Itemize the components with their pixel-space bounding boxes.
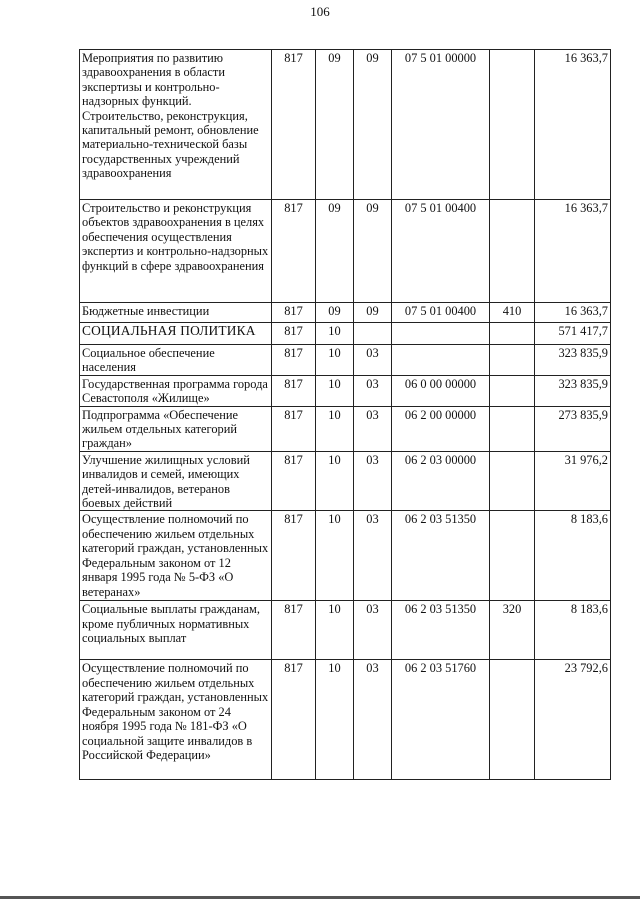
row-ministry: 817 — [272, 406, 316, 451]
row-subsection: 03 — [354, 451, 392, 511]
row-expense-type: 410 — [490, 303, 535, 323]
row-ministry: 817 — [272, 345, 316, 376]
row-subsection: 09 — [354, 303, 392, 323]
row-ministry: 817 — [272, 50, 316, 200]
row-expense-type — [490, 200, 535, 303]
row-section: 09 — [316, 50, 354, 200]
row-amount: 23 792,6 — [535, 660, 611, 780]
row-section: 10 — [316, 406, 354, 451]
table-row — [80, 200, 611, 303]
row-section: 09 — [316, 303, 354, 323]
row-section: 10 — [316, 451, 354, 511]
row-ministry: 817 — [272, 200, 316, 303]
row-target-article: 06 2 03 51350 — [392, 601, 490, 660]
page-number: 106 — [310, 4, 330, 19]
table-row — [80, 345, 611, 376]
row-target-article: 07 5 01 00400 — [392, 200, 490, 303]
row-target-article: 06 2 00 00000 — [392, 406, 490, 451]
row-name: Осуществление полномочий по обеспечению жильем отдельных категорий граждан, установленных Федеральным законом от 24 ноября 1995 года № 181-ФЗ «О социальной защите инвалидов в Российской Федерации» — [80, 660, 272, 780]
table-row — [80, 375, 611, 406]
table-row — [80, 601, 611, 660]
row-section: 10 — [316, 375, 354, 406]
row-amount: 273 835,9 — [535, 406, 611, 451]
row-name: Подпрограмма «Обеспечение жильем отдельных категорий граждан» — [80, 406, 272, 451]
row-expense-type — [490, 660, 535, 780]
row-subsection: 03 — [354, 345, 392, 376]
row-name: Мероприятия по развитию здравоохранения в области экспертизы и контрольно-надзорных функций. Строительство, реконструкция, капитальный ремонт, обновление материально-технической базы государственных учреждений здравоохранения — [80, 50, 272, 200]
row-section: 10 — [316, 345, 354, 376]
table-row — [80, 660, 611, 780]
row-amount: 16 363,7 — [535, 303, 611, 323]
row-expense-type — [490, 323, 535, 345]
row-expense-type — [490, 50, 535, 200]
budget-table — [79, 49, 611, 780]
row-ministry: 817 — [272, 451, 316, 511]
row-amount: 16 363,7 — [535, 50, 611, 200]
row-ministry: 817 — [272, 601, 316, 660]
row-amount: 8 183,6 — [535, 511, 611, 601]
row-target-article: 06 2 03 51760 — [392, 660, 490, 780]
scan-edge-divider — [0, 896, 640, 899]
row-subsection — [354, 323, 392, 345]
row-subsection: 03 — [354, 660, 392, 780]
table-row — [80, 406, 611, 451]
row-name: Социальные выплаты гражданам, кроме публичных нормативных социальных выплат — [80, 601, 272, 660]
row-name: Социальное обеспечение населения — [80, 345, 272, 376]
row-name: Улучшение жилищных условий инвалидов и семей, имеющих детей-инвалидов, ветеранов боевых действий — [80, 451, 272, 511]
row-expense-type: 320 — [490, 601, 535, 660]
table-row — [80, 50, 611, 200]
row-ministry: 817 — [272, 303, 316, 323]
row-amount: 8 183,6 — [535, 601, 611, 660]
row-ministry: 817 — [272, 375, 316, 406]
row-amount: 323 835,9 — [535, 345, 611, 376]
row-target-article: 07 5 01 00000 — [392, 50, 490, 200]
table-row — [80, 303, 611, 323]
row-section: 10 — [316, 323, 354, 345]
row-section: 10 — [316, 660, 354, 780]
row-subsection: 03 — [354, 601, 392, 660]
row-name: Осуществление полномочий по обеспечению жильем отдельных категорий граждан, установленных Федеральным законом от 12 января 1995 года № 5-ФЗ «О ветеранах» — [80, 511, 272, 601]
row-section: 10 — [316, 601, 354, 660]
row-section: 09 — [316, 200, 354, 303]
row-subsection: 03 — [354, 375, 392, 406]
row-name: Бюджетные инвестиции — [80, 303, 272, 323]
row-target-article: 06 0 00 00000 — [392, 375, 490, 406]
row-name: Строительство и реконструкция объектов здравоохранения в целях обеспечения осуществления экспертиз и контрольно-надзорных функций в сфере здравоохранения — [80, 200, 272, 303]
row-target-article — [392, 323, 490, 345]
row-section: 10 — [316, 511, 354, 601]
row-subsection: 09 — [354, 50, 392, 200]
row-subsection: 03 — [354, 511, 392, 601]
row-name: СОЦИАЛЬНАЯ ПОЛИТИКА — [80, 323, 272, 345]
table-row — [80, 323, 611, 345]
row-subsection: 03 — [354, 406, 392, 451]
row-target-article: 06 2 03 51350 — [392, 511, 490, 601]
row-expense-type — [490, 375, 535, 406]
row-expense-type — [490, 406, 535, 451]
row-target-article: 06 2 03 00000 — [392, 451, 490, 511]
row-amount: 16 363,7 — [535, 200, 611, 303]
row-target-article — [392, 345, 490, 376]
row-name: Государственная программа города Севастополя «Жилище» — [80, 375, 272, 406]
row-expense-type — [490, 345, 535, 376]
row-expense-type — [490, 451, 535, 511]
table-row — [80, 451, 611, 511]
row-target-article: 07 5 01 00400 — [392, 303, 490, 323]
table-row — [80, 511, 611, 601]
row-ministry: 817 — [272, 660, 316, 780]
row-expense-type — [490, 511, 535, 601]
row-amount: 323 835,9 — [535, 375, 611, 406]
row-ministry: 817 — [272, 511, 316, 601]
row-ministry: 817 — [272, 323, 316, 345]
row-subsection: 09 — [354, 200, 392, 303]
row-amount: 571 417,7 — [535, 323, 611, 345]
row-amount: 31 976,2 — [535, 451, 611, 511]
